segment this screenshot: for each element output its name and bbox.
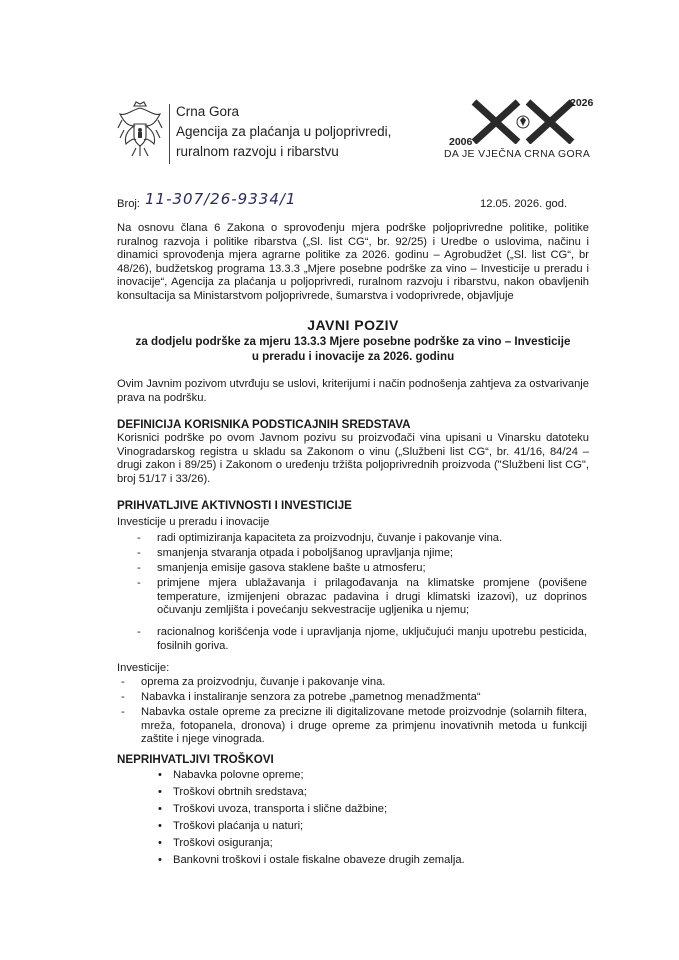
eligible-sub-b: Investicije: [117,662,170,674]
eligible-item-b1: oprema za proizvodnju, čuvanje i pakovanje vina. [141,676,386,688]
dash-marker: - [137,547,141,559]
org-line3: ruralnom razvoju i ribarstvu [176,144,339,159]
dash-marker: - [121,691,125,703]
dash-marker: - [137,562,141,574]
eligible-item-b3: Nabavka ostale opreme za precizne ili digitalizovane metode proizvodnje (solarnih filtera, mreža, fotopanela, dronova) i druge opreme za primjenu inovativnih metoda u funkciji zaštite i njege vinograda. [141,706,587,746]
eligible-heading: PRIHVATLJIVE AKTIVNOSTI I INVESTICIJE [117,499,352,512]
bullet-marker: • [158,854,162,866]
dash-marker: - [137,626,141,638]
anniversary-logo-icon [466,98,586,144]
dash-marker: - [121,706,125,718]
title-sub1: za dodjelu podrške za mjeru 13.3.3 Mjere posebne podrške za vino – Investicije [135,335,571,348]
eligible-sub-a: Investicije u preradu i inovacije [117,516,270,528]
ineligible-item-4: Troškovi plaćanja u naturi; [173,820,304,832]
anniversary-year-top: 2026 [570,97,594,109]
dash-marker: - [137,532,141,544]
bullet-marker: • [158,786,162,798]
ref-label: Broj: [117,198,141,210]
org-line1: Crna Gora [176,104,240,119]
dash-marker: - [137,577,141,589]
eligible-item-a3: smanjenja emisije gasova staklene bašte u atmosferu; [157,562,426,574]
eligible-item-a4: primjene mjera ublažavanja i prilagođavanja na klimatske promjene (povišene temperature, izmijenjeni obrazac padavina i drugi klimatski izazovi), uz doprinos očuvanju zemljišta i povećanju sekvestracije ugljenika u njemu; [157,577,587,617]
title-sub2: u preradu i inovacije za 2026. godinu [251,350,455,363]
ineligible-item-5: Troškovi osiguranja; [173,837,273,849]
beneficiaries-heading: DEFINICIJA KORISNIKA PODSTICAJNIH SREDSTAVA [117,418,411,431]
ineligible-item-2: Troškovi obrtnih sredstava; [173,786,307,798]
title-block [110,316,596,364]
eligible-item-a5: racionalnog korišćenja vode i upravljanja njome, uključujući manju upotrebu pesticida, fosilnih goriva. [157,626,587,652]
ineligible-item-3: Troškovi uvoza, transporta i slične dažbine; [173,803,388,815]
dash-marker: - [121,676,125,688]
anniversary-year-bottom: 2006 [449,136,473,148]
coat-of-arms-icon [114,100,166,158]
org-line2: Agencija za plaćanja u poljoprivredi, [176,124,392,139]
purpose-paragraph: Ovim Javnim pozivom utvrđuju se uslovi, kriterijumi i način podnošenja zahtjeva za ostvarivanje prava na podršku. [117,378,589,404]
ref-date: 12.05. 2026. god. [480,198,568,210]
ineligible-item-6: Bankovni troškovi i ostale fiskalne obaveze drugih zemalja. [173,854,465,866]
beneficiaries-paragraph: Korisnici podrške po ovom Javnom pozivu su proizvođači vina upisani u Vinarsku datoteku Vinogradarskog registra u skladu sa Zakonom o vinu („Službeni list CG“, br. 41/16, 84/24 – drugi zakon i 89/25) i Zakonom o uređenju tržišta poljoprivrednih proizvoda ("Službeni list CG", broj 51/17 i 33/26). [117,432,589,485]
eligible-item-a2: smanjenja stvaranja otpada i poboljšanog upravljanja njime; [157,547,454,559]
eligible-item-a1: radi optimiziranja kapaciteta za proizvodnju, čuvanje i pakovanje vina. [157,532,503,544]
ref-number: 11-307/26-9334/1 [145,190,297,208]
bullet-marker: • [158,820,162,832]
ineligible-heading: NEPRIHVATLJIVI TROŠKOVI [117,753,274,766]
ineligible-item-1: Nabavka polovne opreme; [173,769,304,781]
intro-paragraph: Na osnovu člana 6 Zakona o sprovođenju mjera podrške poljoprivredne politike, politike ruralnog razvoja i politike ribarstva („Sl. list CG“, br. 92/25) i Uredbe o uslovima, načinu i dinamici sprovođenja mjera agrarne politike za 2026. godinu – Agrobudžet („Sl. list CG“, br 48/26), budžetskog programa 13.3.3 „Mjere posebne podrške za vino – Investicije u preradu i inovacije“, Agencija za plaćanja u poljoprivredi, ruralnom razvoju i ribarstvu, nakon obavljenih konsultacija sa Ministarstvom poljoprivrede, šumarstva i vodoprivrede, objavljuje [117,222,589,302]
org-name [176,102,391,162]
title-main: JAVNI POZIV [307,317,399,333]
bullet-marker: • [158,837,162,849]
bullet-marker: • [158,803,162,815]
bullet-marker: • [158,769,162,781]
anniversary-slogan: DA JE VJEČNA CRNA GORA [444,149,591,160]
header-divider [169,104,170,164]
eligible-item-b2: Nabavka i instaliranje senzora za potrebe „pametnog menadžmenta“ [141,691,481,703]
